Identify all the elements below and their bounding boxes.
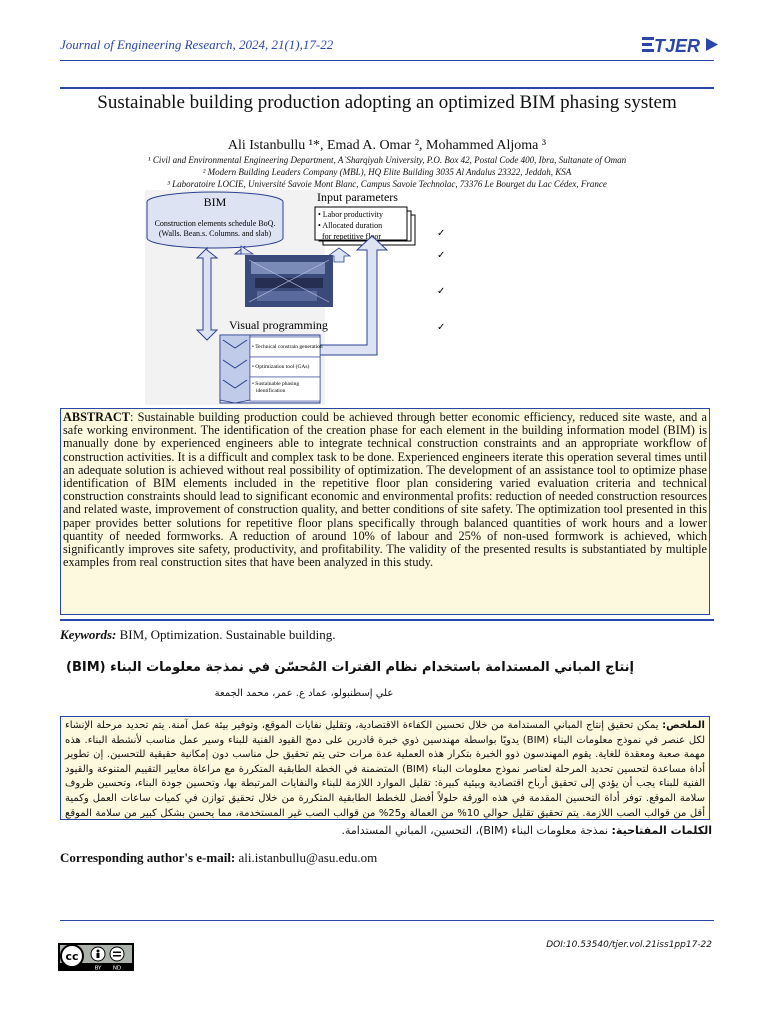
header-rule [60, 60, 714, 61]
corresponding-email[interactable]: ali.istanbullu@asu.edu.om [235, 850, 378, 865]
check-icon-1: ✓ [437, 228, 446, 239]
cc-text: cc [65, 950, 79, 963]
input-item-3: for repetitive floor [322, 232, 382, 241]
step-3: • Sustainable phasing [252, 381, 300, 387]
logo-bar-top [642, 37, 654, 40]
paper-title: Sustainable building production adopting an optimized BIM phasing system [97, 92, 677, 113]
keywords [60, 627, 336, 643]
arabic-abstract-label: الملخص: [662, 720, 705, 731]
arabic-title: إنتاج المباني المستدامة باستخدام نظام الفترات المُحسّن في نمذجة معلومات البناء (BIM) [66, 660, 634, 675]
authors: Ali Istanbullu ¹*, Emad A. Omar ², Mohammed Aljoma ³ [227, 138, 547, 153]
english-abstract [60, 408, 710, 615]
bim-label: BIM [203, 195, 227, 209]
logo-bar-middle [642, 43, 652, 46]
check-icon-3: ✓ [437, 286, 446, 297]
doi[interactable]: DOI:10.53540/tjer.vol.21iss1pp17-22 [546, 940, 712, 950]
arabic-keywords-label: الكلمات المفتاحية: [611, 824, 712, 837]
affiliation-2: ² Modern Building Leaders Company (MBL), HQ Elite Building 3035 Al Andalus 23322, Jeddah, KSA [202, 167, 572, 177]
title-rule-top [60, 87, 714, 89]
step-3b: identification [256, 388, 286, 394]
keywords-text: BIM, Optimization. Sustainable building. [116, 627, 336, 642]
chevron-stack [220, 335, 250, 403]
by-text: BY [94, 965, 102, 971]
bim-box-line-1: Construction elements schedule BoQ. [154, 219, 276, 228]
step-1: • Technical constrain generation [252, 344, 323, 350]
arabic-keywords [60, 824, 712, 837]
logo-bar-bottom [642, 49, 654, 52]
affiliation-3: ³ Laboratoire LOCIE, Université Savoie Mont Blanc, Campus Savoie Technolac, 73376 Le Bourget du Lac Cédex, France [167, 179, 607, 189]
cc-license-badge[interactable] [58, 943, 134, 971]
abstract-rule [60, 619, 714, 621]
affiliation-1: ¹ Civil and Environmental Engineering Department, A`Sharqiyah University, P.O. Box 42, Postal Code 400, Ibra, Sultanate of Oman [147, 155, 627, 165]
corresponding-label: Corresponding author's e-mail: [60, 850, 236, 865]
logo-text: TJER [654, 36, 701, 55]
input-item-1: • Labor productivity [318, 210, 384, 219]
corresponding-author [60, 850, 377, 866]
nd-text: ND [112, 965, 122, 971]
keywords-label: Keywords: [60, 627, 117, 642]
journal-citation: Journal of Engineering Research, 2024, 21(1),17-22 [60, 37, 334, 52]
arabic-abstract-text: يمكن تحقيق إنتاج المباني المستدامة من خلال تحسين الكفاءة الاقتصادية، وتقليل نفايات الموقع، وتوفير بيئة عمل آمنة. يتم تحديد مرحلة الإنشاء لكل عنصر في نموذج معلومات البناء (BIM) يدويًا بواسطة مهندسين ذوي خبرة قادرين على دمج القيود الفنية للبناء وسير عمل مناسب لأنشطة البناء. هذه مهمة صعبة ومعقدة للغاية. يقوم المهندسون ذوو الخبرة بتكرار هذه العملية عدة مرات حتى يتم تحقيق حل مناسب دون إمكانية حقيقية للتحسين. إن تطوير أداة مساعدة لتحسين تحديد المرحلة لعناصر نموذج معلومات البناء (BIM) المتضمنة في الخطة الطابقية المتكررة مع مراعاة معايير التقييم المتنوعة والقيود الفنية للبناء يجب أن يؤدي إلى تحقيق أرباح اقتصادية وبيئية كبيرة: تقليل الموارد اللازمة للبناء والنفايات المرتبطة بها، وتحسين جودة البناء، وتحسين ظروف سلامة الموقع. توفر أداة التحسين المقدمة في هذه الورقة حلولاً أفضل للخطط الطابقية المتكررة من خلال تحقيق توازن في كميات ساعات العمل وكمية أقل من قوالب الصب اللازمة. يتم تحقيق تقليل حوالي 10% من العمالة و25% من قوالب الصب غير المستخدمة، مما يحسن بشكل كبير من سلامة الموقع [65, 720, 705, 819]
check-icon-2: ✓ [437, 250, 446, 261]
bim-box-line-2: (Walls. Bean.s. Columns. and slab) [158, 229, 272, 238]
step-2: • Optimization tool (GAs) [252, 364, 310, 370]
tjer-logo [640, 33, 720, 55]
abstract-label: ABSTRACT [63, 410, 130, 424]
logo-arrow [706, 38, 718, 51]
visual-programming-label: Visual programming [229, 318, 328, 332]
check-icon-4: ✓ [437, 322, 446, 333]
input-item-2: • Allocated duration [318, 221, 383, 230]
abstract-text: : Sustainable building production could be achieved through better economic efficiency, reduced site waste, and a safe working environment. The identification of the creation phase for each element in the building information model (BIM) is manually done by experienced engineers able to integrate technical construction constraints and an appropriate workflow of construction activities. It is a difficult and complex task to be done. Experienced engineers iterate this operation several times until an adequate solution is achieved without real possibility of optimization. The development of an assistance tool to optimize phase identification of BIM elements included in the repetitive floor plan considering varied evaluation criteria and technical construction constraints should lead to significant economic and environmental profits: reduction of needed construction resources and related waste, improvement of construction quality, and better conditions of site safety. The optimization tool presented in this paper provides better solutions for repetitive floor plans specifically through balanced quantities of work hours and a lower quantity of needed formworks. A reduction of around 10% of labour and 25% of non-used formwork is achieved, which significantly improves site safety, productivity, and profitability. The validity of the presented results is substantiated by multiple examples from real construction sites that have been analyzed in this study. [63, 410, 707, 570]
arabic-keywords-text: نمذجة معلومات البناء (BIM)، التحسين، المباني المستدامة. [341, 824, 612, 837]
nd-icon [110, 947, 124, 961]
arabic-abstract [60, 716, 710, 820]
arabic-authors: علي إسطنبولو، عماد ع. عمر، محمد الجمعة [214, 688, 394, 699]
graphical-abstract [145, 190, 470, 405]
input-parameters-label: Input parameters [317, 190, 398, 204]
footer-rule [60, 920, 714, 921]
